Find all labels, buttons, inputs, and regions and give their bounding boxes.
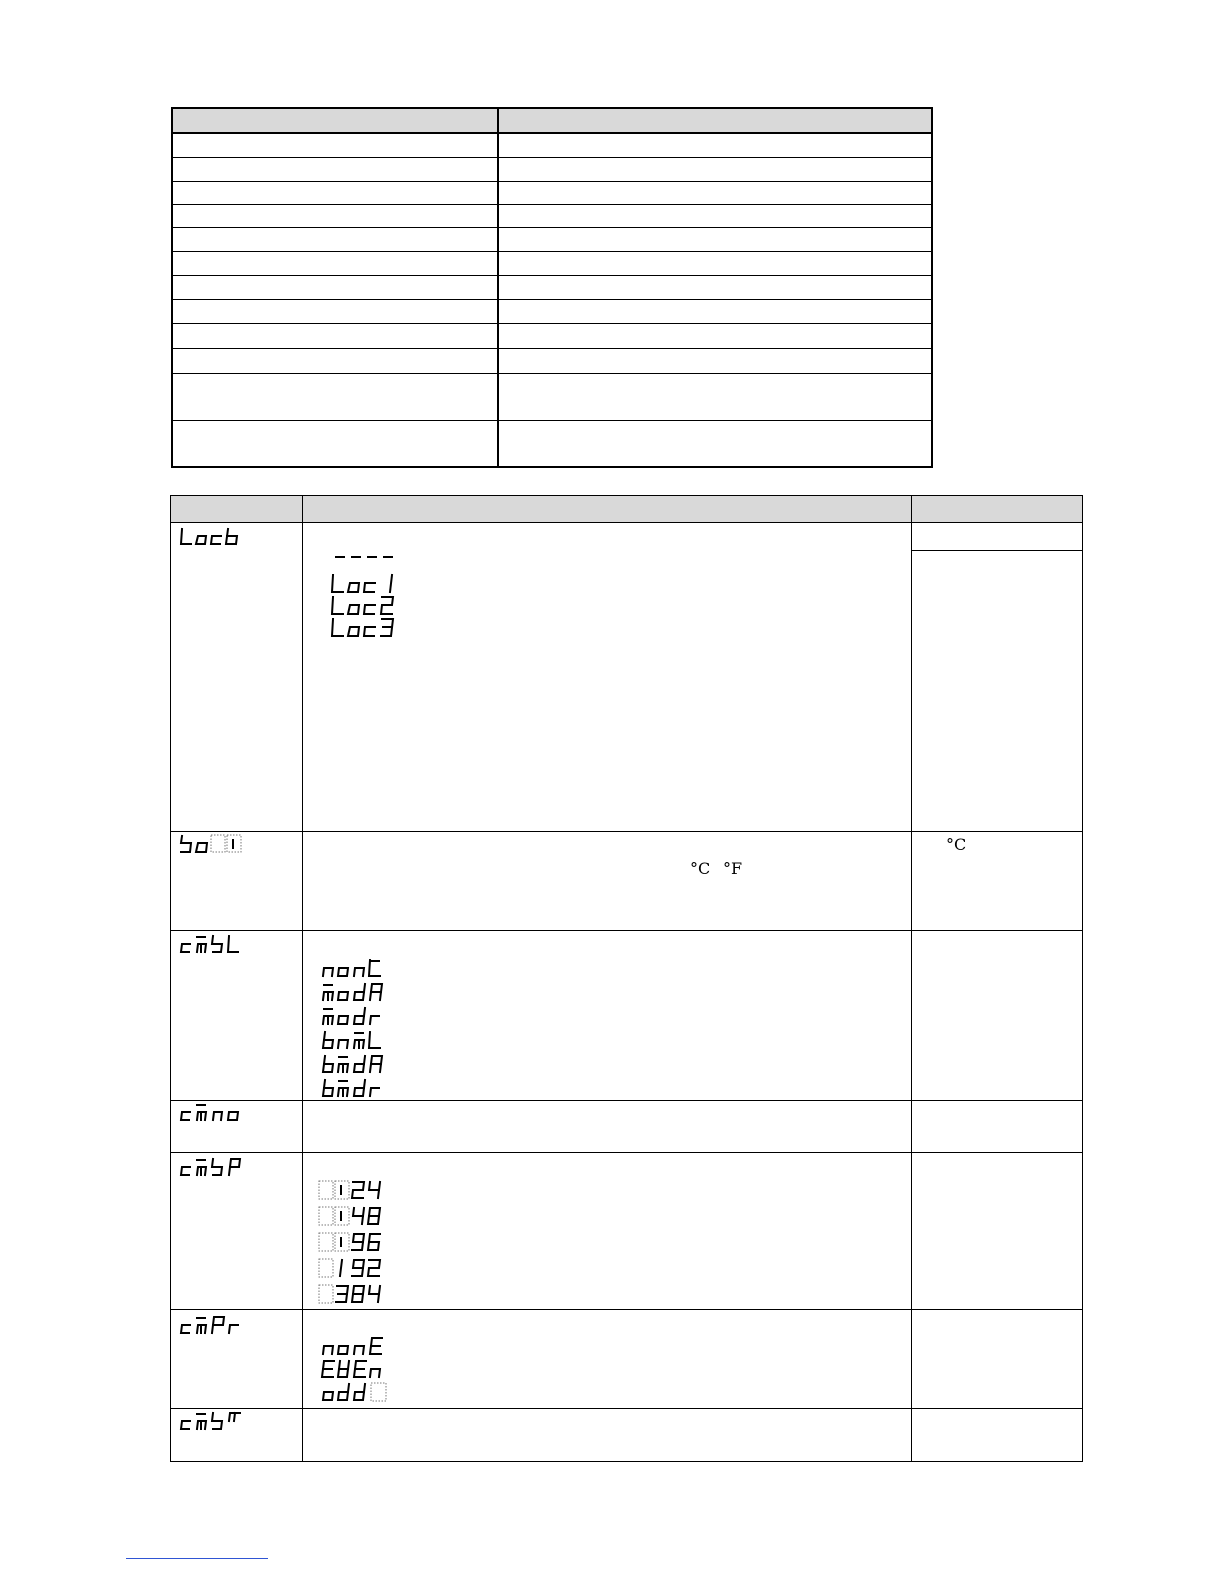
- footnote-separator: [126, 1558, 268, 1559]
- cmsl-option-bnml: [321, 1030, 385, 1050]
- column-divider: [911, 496, 912, 1461]
- default-unit: °C: [946, 835, 967, 854]
- cmsl-option-bmda: [321, 1054, 385, 1074]
- cmpr-option-none: [321, 1336, 385, 1356]
- param-code-lock: [180, 528, 242, 546]
- table-row: [173, 134, 931, 158]
- row-divider: [171, 1152, 1082, 1153]
- table-row: [173, 300, 931, 324]
- default-value-cell: [911, 523, 1083, 551]
- cmpr-option-odd: [321, 1382, 389, 1402]
- lock-option-none: [335, 554, 395, 560]
- param-code-cmst: [180, 1411, 242, 1431]
- cmsp-option-24: [318, 1180, 384, 1200]
- row-divider: [171, 1100, 1082, 1101]
- cmsl-option-moda: [321, 982, 385, 1002]
- param-code-cmpr: [180, 1315, 242, 1335]
- cmpr-option-even: [321, 1359, 385, 1379]
- table-row: [173, 182, 931, 205]
- table-row: [173, 374, 931, 421]
- summary-table-column-divider: [497, 109, 499, 466]
- unit-choice-c: °C: [690, 859, 711, 878]
- table-row: [173, 228, 931, 252]
- column-divider: [302, 496, 303, 1461]
- param-code-unit: [180, 834, 244, 854]
- cmsp-option-96: [318, 1232, 384, 1252]
- table-row: [173, 158, 931, 182]
- table-row: [173, 205, 931, 228]
- param-code-cmno: [180, 1104, 242, 1122]
- table-row: [173, 421, 931, 468]
- cmsl-option-modr: [321, 1006, 385, 1026]
- row-divider: [171, 930, 1082, 931]
- cmsp-option-192: [318, 1258, 384, 1278]
- param-code-cmsp: [180, 1157, 242, 1177]
- summary-table: [171, 107, 933, 468]
- cmsl-option-bmdr: [321, 1078, 385, 1098]
- row-divider: [171, 1309, 1082, 1310]
- cmsl-option-nonl: [321, 958, 385, 978]
- table-row: [173, 324, 931, 349]
- parameter-table-header: [171, 496, 1082, 523]
- table-row: [173, 252, 931, 276]
- lock-option-loc1: [331, 574, 397, 594]
- unit-choice-f: °F: [723, 859, 743, 878]
- table-row: [173, 276, 931, 300]
- summary-table-header: [173, 109, 931, 134]
- cmsp-option-384: [318, 1284, 384, 1304]
- cmsp-option-48: [318, 1206, 384, 1226]
- row-divider: [171, 831, 1082, 832]
- parameter-table: [170, 495, 1083, 1462]
- lock-option-loc2: [331, 596, 397, 616]
- table-row: [173, 349, 931, 374]
- lock-option-loc3: [331, 618, 397, 638]
- row-divider: [171, 1408, 1082, 1409]
- param-code-cmsl: [180, 934, 242, 954]
